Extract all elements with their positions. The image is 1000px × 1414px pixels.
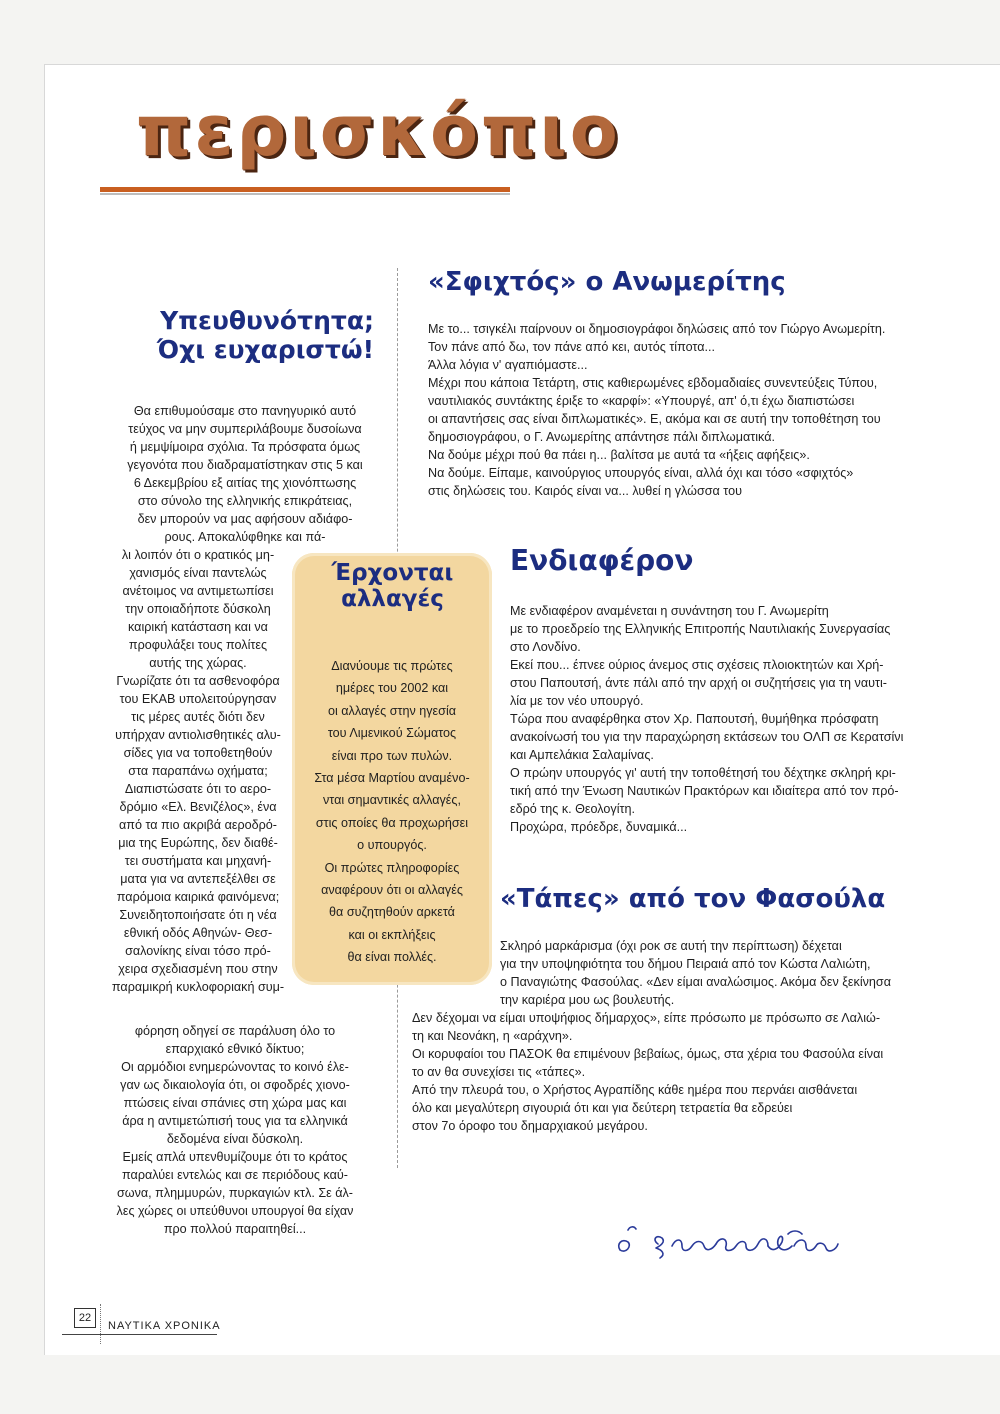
- text-line: εδρό της κ. Θεολογίτη.: [510, 802, 635, 816]
- text-line: το αν θα συνεχίσει τις «τάπες».: [412, 1065, 586, 1079]
- text-line: Συνειδητοποιήσατε ότι η νέα: [119, 908, 277, 922]
- text-line: Από την πλευρά του, ο Χρήστος Αγραπίδης κάθε ημέρα που περνάει αισθάνεται: [412, 1083, 858, 1097]
- text-line: Εκεί που... έπνεε ούριος άνεμος στις σχέσεις πλοιοκτητών και Χρή-: [510, 658, 884, 672]
- headline-line: Όχι ευχαριστώ!: [156, 334, 374, 364]
- text-line: και οι εκπλήξεις: [348, 927, 436, 942]
- text-line: Άλλα λόγια ν' αγαπιόμαστε...: [428, 358, 588, 372]
- text-line: του ΕΚΑΒ υπολειτούργησαν: [119, 692, 277, 706]
- text-line: Προχώρα, πρόεδρε, δυναμικά...: [510, 820, 688, 834]
- text-line: Σκληρό μαρκάρισμα (όχι ροκ σε αυτή την περίπτωση) δέχεται: [500, 939, 842, 953]
- text-line: προ πολλού παραιτηθεί...: [163, 1222, 307, 1236]
- left-article-body-top: [110, 402, 380, 546]
- sidebar-title: [300, 560, 485, 613]
- text-line: γεγονότα που διαδραματίστηκαν στις 5 και: [127, 458, 363, 472]
- text-line: τεύχος να μην συμπεριλάβουμε δυσοίωνα: [128, 422, 362, 436]
- text-line: σίδες για να τοποθετηθούν: [123, 746, 273, 760]
- text-line: Στα μέσα Μαρτίου αναμένο-: [314, 771, 470, 786]
- text-line: αυτής της χώρας.: [149, 656, 247, 670]
- article-1-body: [428, 320, 885, 500]
- text-line: Δεν δέχομαι να είμαι υποψήφιος δήμαρχος», είπε πρόσωπο με πρόσωπο σε Λαλιώ-: [412, 1011, 881, 1025]
- text-line: θα συζητηθούν αρκετά: [329, 905, 455, 920]
- text-line: Τον πάνε από δω, τον πάνε από κει, αυτός τίποτα...: [428, 340, 715, 354]
- text-line: γαν ως δικαιολογία ότι, οι σφοδρές χιονο-: [120, 1078, 350, 1092]
- text-line: Γνωρίζατε ότι τα ασθενοφόρα: [116, 674, 280, 688]
- masthead-rule-gray: [100, 193, 510, 195]
- masthead-title: περισκόπιο: [136, 90, 621, 172]
- publication-name: ΝΑΥΤΙΚΑ ΧΡΟΝΙΚΑ: [108, 1320, 221, 1332]
- text-line: αναφέρουν ότι οι αλλαγές: [321, 883, 463, 898]
- sidebar-title-line: Έρχονται: [331, 560, 454, 586]
- footer-rule: [62, 1334, 217, 1335]
- text-line: στα παραπάνω οχήματα;: [128, 764, 268, 778]
- article-3-headline: «Τάπες» από τον Φασούλα: [500, 884, 886, 914]
- text-line: τις μέρες αυτές διότι δεν: [131, 710, 265, 724]
- text-line: παρόμοια καιρικά φαινόμενα;: [116, 890, 280, 904]
- text-line: στο Λονδίνο.: [510, 640, 581, 654]
- text-line: επαρχιακό εθνικό δίκτυο;: [165, 1042, 305, 1056]
- text-line: ανακοίνωσή του για την παραχώρηση εκτάσεων του ΟΛΠ σε Κερατσίνι: [510, 730, 904, 744]
- text-line: στις δηλώσεις του. Καιρός είναι να... λυθεί η γλώσσα του: [428, 484, 742, 498]
- text-line: προφυλάξει τους πολίτες: [128, 638, 268, 652]
- text-line: είναι προ των πυλών.: [331, 748, 453, 763]
- text-line: νται σημαντικές αλλαγές,: [323, 793, 461, 808]
- text-line: όλο και μεγαλύτερη σιγουριά ότι και για δεύτερη τετραετία θα εδρεύει: [412, 1101, 793, 1115]
- text-line: Οι πρώτες πληροφορίες: [324, 860, 460, 875]
- text-line: από τα πιο ακριβά αεροδρό-: [118, 818, 278, 832]
- text-line: 6 Δεκεμβρίου εξ αιτίας της χιονόπτωσης: [133, 476, 357, 490]
- text-line: στο σύνολο της ελληνικής επικράτειας,: [137, 494, 353, 508]
- headline-line: Υπευθυνότητα;: [160, 306, 374, 335]
- article-2-body: [510, 602, 903, 836]
- text-line: τη και Νεονάκη, η «αράχνη».: [412, 1029, 573, 1043]
- page-number: 22: [74, 1308, 96, 1328]
- sidebar-title-line: αλλαγές: [341, 586, 444, 613]
- signature-handwriting: [612, 1216, 872, 1266]
- left-article-headline: [94, 307, 374, 365]
- article-1-headline: «Σφιχτός» ο Ανωμερίτης: [428, 267, 786, 297]
- text-line: ανέτοιμος να αντιμετωπίσει: [122, 584, 274, 598]
- text-line: Οι αρμόδιοι ενημερώνοντας το κοινό έλε-: [121, 1060, 349, 1074]
- text-line: χανισμός είναι παντελώς: [129, 566, 267, 580]
- text-line: με το προεδρείο της Ελληνικής Επιτροπής Ναυτιλιακής Συνεργασίας: [510, 622, 891, 636]
- left-article-body-narrow: [104, 546, 292, 996]
- text-line: Εμείς απλά υπενθυμίζουμε ότι το κράτος: [122, 1150, 348, 1164]
- text-line: ρους. Αποκαλύφθηκε και πά-: [164, 530, 326, 544]
- text-line: λι λοιπόν ότι ο κρατικός μη-: [121, 548, 275, 562]
- text-line: τει συστήματα και μηχανή-: [124, 854, 272, 868]
- text-line: παραλύει εντελώς και σε περιόδους καύ-: [122, 1168, 348, 1182]
- text-line: για την υποψηφιότητα του δήμου Πειραιά από τον Κώστα Λαλιώτη,: [500, 957, 871, 971]
- text-line: λία με τον νέο υπουργό.: [510, 694, 644, 708]
- text-line: δεν μπορούν να μας αφήσουν αδιάφο-: [137, 512, 353, 526]
- text-line: Διανύουμε τις πρώτες: [331, 659, 453, 673]
- text-line: δημοσιογράφου, ο Γ. Ανωμερίτης απάντησε πάλι διπλωματικά.: [428, 430, 775, 444]
- text-line: σωνα, πλημμυρών, πυρκαγιών κτλ. Σε άλ-: [117, 1186, 353, 1200]
- article-2-headline: Ενδιαφέρον: [510, 544, 694, 577]
- text-line: Να δούμε. Είπαμε, καινούργιος υπουργός είναι, αλλά όχι και τόσο «σφιχτός»: [428, 466, 854, 480]
- text-line: και Αμπελάκια Σαλαμίνας.: [510, 748, 654, 762]
- text-line: άρα η αντιμετώπισή τους για τα ελληνικά: [122, 1114, 348, 1128]
- text-line: Να δούμε μέχρι πού θα πάει η... βαλίτσα με αυτά τα «ήξεις αφήξεις».: [428, 448, 810, 462]
- text-line: εθνική οδός Αθηνών- Θεσ-: [123, 926, 273, 940]
- text-line: μια της Ευρώπης, δεν διαθέ-: [118, 836, 278, 850]
- text-line: δρόμιο «Ελ. Βενιζέλος», ένα: [119, 800, 277, 814]
- text-line: οι απαντήσεις σας είναι διπλωματικές». Ε, ακόμα και σε αυτή την τοποθέτηση του: [428, 412, 881, 426]
- text-line: Ο πρώην υπουργός γι' αυτή την τοποθέτησή του δέχτηκε σκληρή κρι-: [510, 766, 896, 780]
- left-article-body-bottom: [100, 1022, 370, 1238]
- text-line: Θα επιθυμούσαμε στο πανηγυρικό αυτό: [133, 404, 357, 418]
- text-line: Διαπιστώσατε ότι το αερο-: [124, 782, 272, 796]
- masthead-rule-orange: [100, 187, 510, 192]
- article-3-body: [412, 1009, 883, 1135]
- text-line: Με ενδιαφέρον αναμένεται η συνάντηση του Γ. Ανωμερίτη: [510, 604, 829, 618]
- text-line: τική από την Ένωση Ναυτικών Πρακτόρων και ιδιαίτερα από τον πρό-: [510, 784, 899, 798]
- text-line: λες χώρες οι υπεύθυνοι υπουργοί θα είχαν: [116, 1204, 354, 1218]
- footer-divider: [100, 1304, 101, 1344]
- text-line: καιρική κατάσταση και να: [128, 620, 268, 634]
- text-line: ματα για να αντεπεξέλθει σε: [120, 872, 276, 886]
- text-line: στου Παπουτσή, άντε πάλι από την αρχή οι συζητήσεις για τη ναυτι-: [510, 676, 887, 690]
- text-line: θα είναι πολλές.: [347, 950, 437, 965]
- article-3-body-intro: [500, 937, 891, 1009]
- text-line: ο Παναγιώτης Φασούλας. «Δεν είμαι αναλώσιμος. Ακόμα δεν ξεκίνησα: [500, 975, 891, 989]
- text-line: Οι κορυφαίοι του ΠΑΣΟΚ θα επιμένουν βεβαίως, όμως, στα χέρια του Φασούλα είναι: [412, 1047, 884, 1061]
- text-line: Με το... τσιγκέλι παίρνουν οι δημοσιογράφοι δηλώσεις από τον Γιώργο Ανωμερίτη.: [428, 322, 886, 336]
- text-line: σαλονίκης είναι τόσο πρό-: [125, 944, 271, 958]
- text-line: υπήρχαν αντιολισθητικές αλυ-: [115, 728, 281, 742]
- text-line: ημέρες του 2002 και: [335, 681, 449, 696]
- text-line: ο υπουργός.: [357, 838, 427, 853]
- text-line: του Λιμενικού Σώματος: [327, 726, 457, 741]
- text-line: πτώσεις είναι σπάνιες στη χώρα μας και: [123, 1096, 347, 1110]
- text-line: την καριέρα μου ως βουλευτής.: [500, 993, 675, 1007]
- text-line: παραμικρή κυκλοφοριακή συμ-: [111, 980, 285, 994]
- text-line: χειρα σχεδιασμένη που στην: [118, 962, 278, 976]
- text-line: στις οποίες θα προχωρήσει: [315, 815, 469, 830]
- text-line: Μέχρι που κάποια Τετάρτη, στις καθιερωμένες εβδομαδιαίες συνεντεύξεις Τύπου,: [428, 376, 878, 390]
- text-line: φόρηση οδηγεί σε παράλυση όλο το: [134, 1024, 336, 1038]
- text-line: οι αλλαγές στην ηγεσία: [327, 703, 457, 718]
- text-line: ναυτιλιακός συντάκτης έριξε το «καρφί»: «Υπουργέ, απ' ό,τι έχω διαπιστώσει: [428, 394, 855, 408]
- text-line: Τώρα που αναφέρθηκα στον Χρ. Παπουτσή, θυμήθηκα πρόσφατη: [510, 712, 879, 726]
- text-line: την οποιαδήποτε δύσκολη: [125, 602, 271, 616]
- text-line: δεδομένα είναι δύσκολη.: [166, 1132, 304, 1146]
- sidebar-body: [296, 655, 488, 969]
- text-line: στον 7ο όροφο του δημαρχιακού μεγάρου.: [412, 1119, 648, 1133]
- text-line: ή μεμψίμοιρα σχόλια. Τα πρόσφατα όμως: [129, 440, 361, 454]
